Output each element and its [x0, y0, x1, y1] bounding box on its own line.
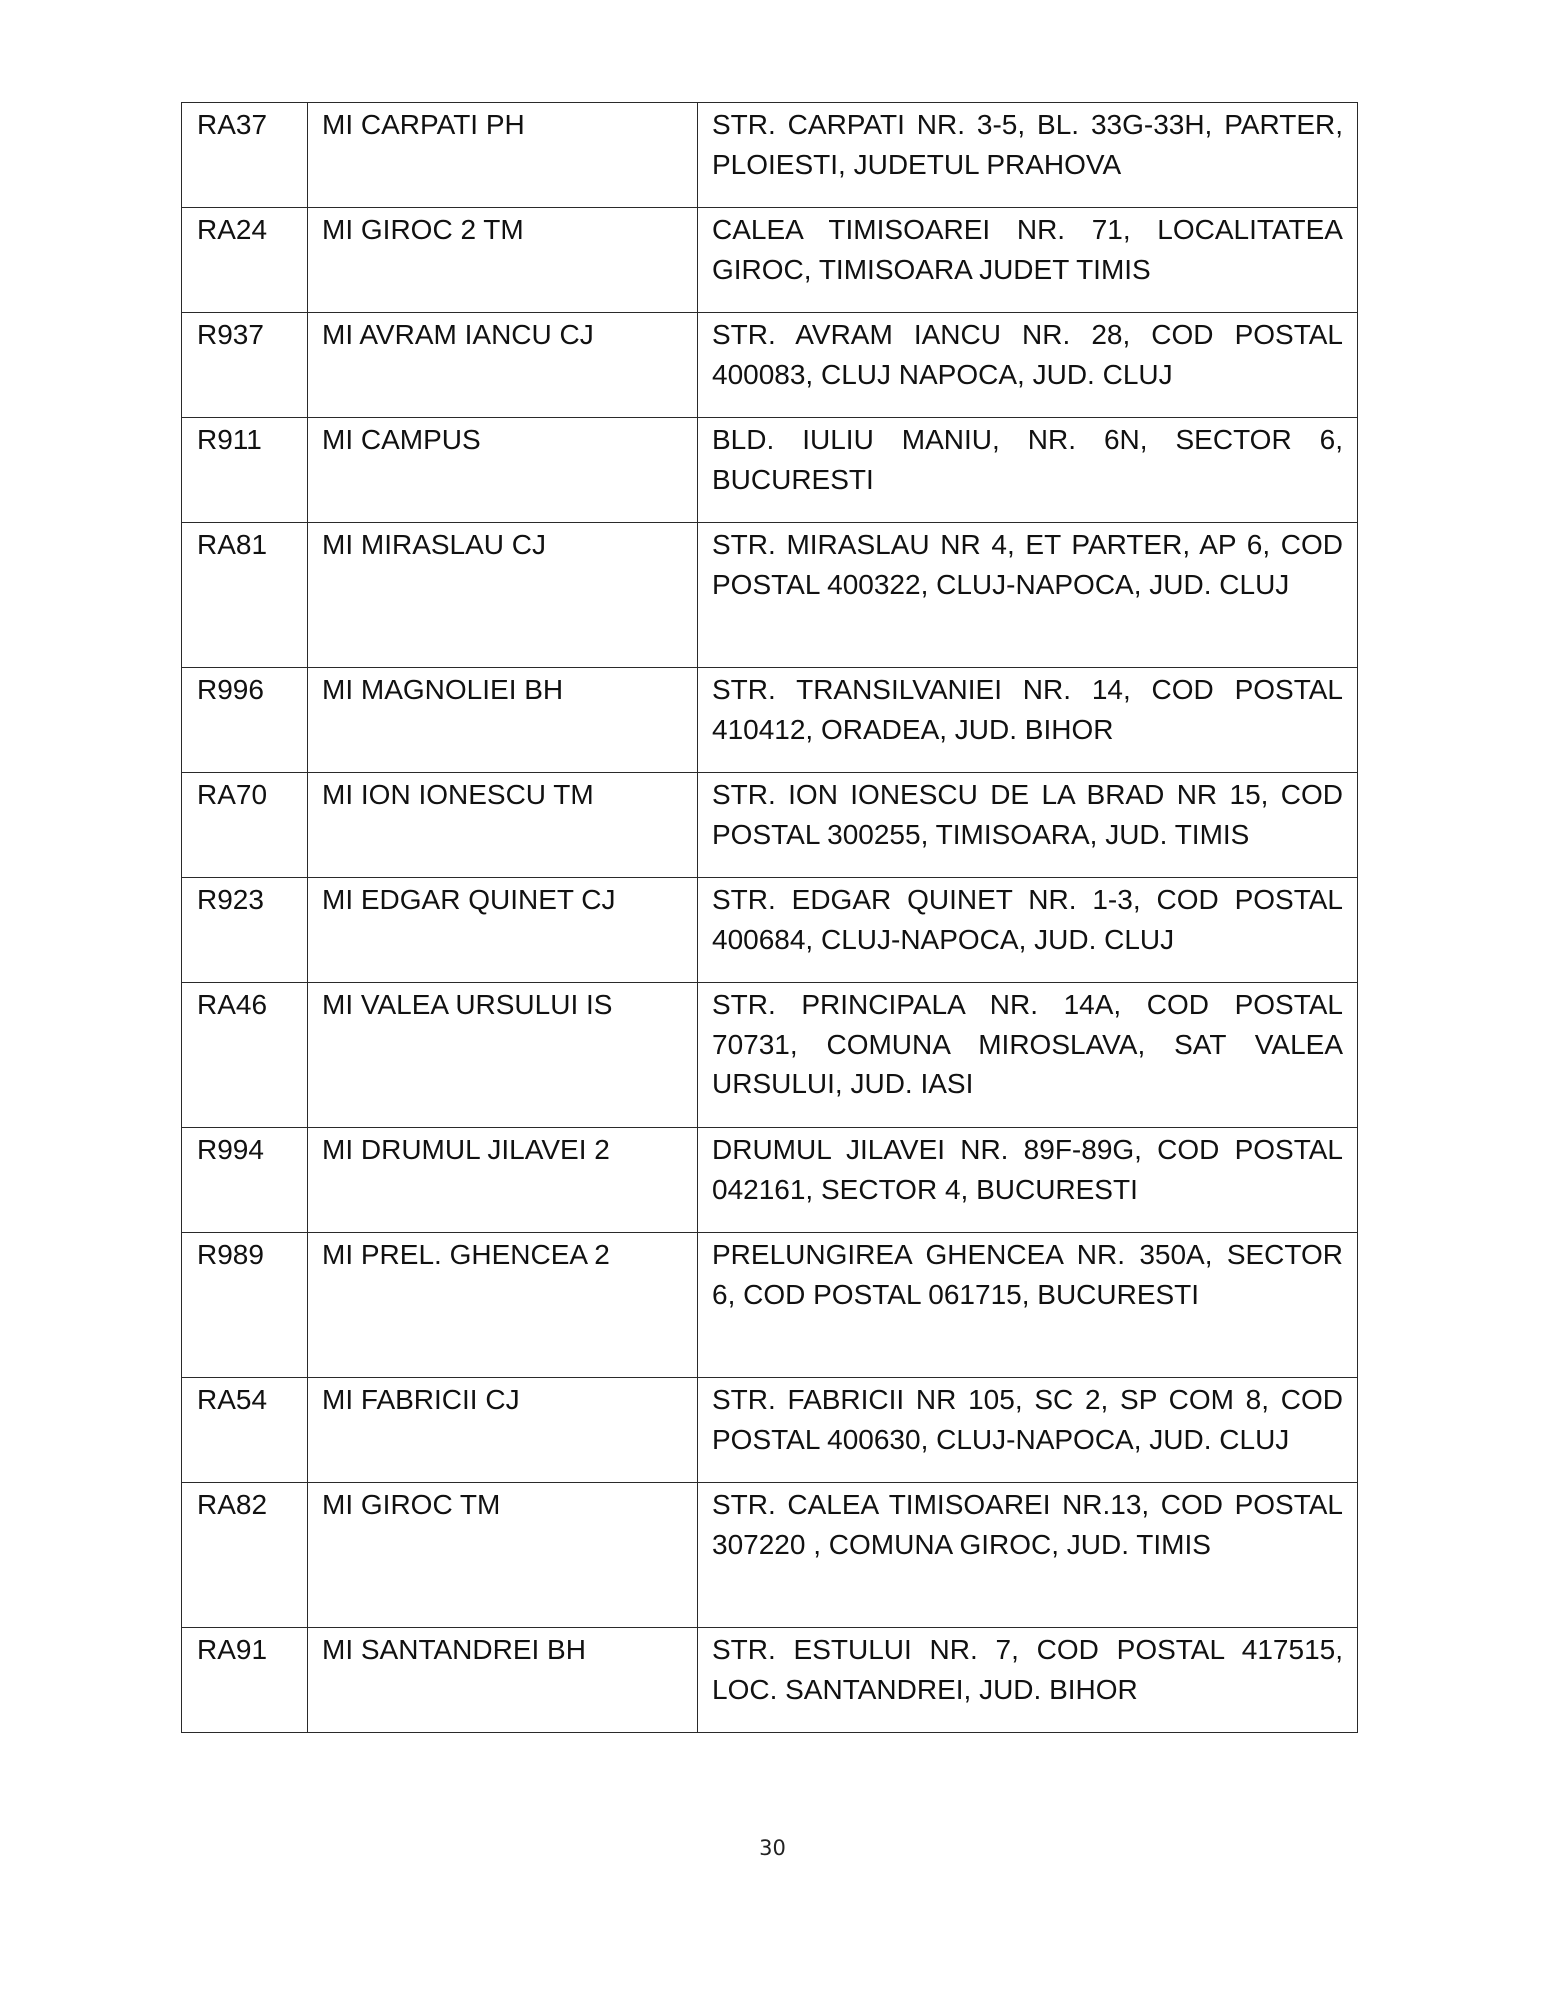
row-code-cell: R994	[182, 1128, 308, 1233]
row-name-cell: MI MIRASLAU CJ	[308, 523, 698, 668]
table-row	[182, 313, 1358, 418]
row-address-cell: STR. ION IONESCU DE LA BRAD NR 15, COD POSTAL 300255, TIMISOARA, JUD. TIMIS	[698, 773, 1358, 878]
row-address-cell: STR. ESTULUI NR. 7, COD POSTAL 417515, LOC. SANTANDREI, JUD. BIHOR	[698, 1628, 1358, 1733]
row-name-cell: MI VALEA URSULUI IS	[308, 983, 698, 1128]
row-address-cell: STR. AVRAM IANCU NR. 28, COD POSTAL 400083, CLUJ NAPOCA, JUD. CLUJ	[698, 313, 1358, 418]
row-code-cell: RA54	[182, 1378, 308, 1483]
table-row	[182, 983, 1358, 1128]
row-name-cell: MI AVRAM IANCU CJ	[308, 313, 698, 418]
row-name-cell: MI CAMPUS	[308, 418, 698, 523]
row-code-cell: RA46	[182, 983, 308, 1128]
row-code-cell: R911	[182, 418, 308, 523]
table-row	[182, 523, 1358, 668]
row-address-cell: STR. PRINCIPALA NR. 14A, COD POSTAL 70731, COMUNA MIROSLAVA, SAT VALEA URSULUI, JUD. IASI	[698, 983, 1358, 1128]
table-row	[182, 1483, 1358, 1628]
row-name-cell: MI SANTANDREI BH	[308, 1628, 698, 1733]
row-name-cell: MI FABRICII CJ	[308, 1378, 698, 1483]
row-name-cell: MI DRUMUL JILAVEI 2	[308, 1128, 698, 1233]
row-address-cell: PRELUNGIREA GHENCEA NR. 350A, SECTOR 6, COD POSTAL 061715, BUCURESTI	[698, 1233, 1358, 1378]
table-row	[182, 1233, 1358, 1378]
row-code-cell: RA82	[182, 1483, 308, 1628]
row-code-cell: RA24	[182, 208, 308, 313]
row-name-cell: MI PREL. GHENCEA 2	[308, 1233, 698, 1378]
row-address-cell: DRUMUL JILAVEI NR. 89F-89G, COD POSTAL 042161, SECTOR 4, BUCURESTI	[698, 1128, 1358, 1233]
row-address-cell: CALEA TIMISOAREI NR. 71, LOCALITATEA GIROC, TIMISOARA JUDET TIMIS	[698, 208, 1358, 313]
row-code-cell: R996	[182, 668, 308, 773]
row-name-cell: MI ION IONESCU TM	[308, 773, 698, 878]
row-name-cell: MI MAGNOLIEI BH	[308, 668, 698, 773]
locations-table	[181, 102, 1358, 1733]
row-address-cell: BLD. IULIU MANIU, NR. 6N, SECTOR 6, BUCURESTI	[698, 418, 1358, 523]
row-address-cell: STR. FABRICII NR 105, SC 2, SP COM 8, COD POSTAL 400630, CLUJ-NAPOCA, JUD. CLUJ	[698, 1378, 1358, 1483]
row-code-cell: RA81	[182, 523, 308, 668]
table-row	[182, 1378, 1358, 1483]
row-code-cell: R989	[182, 1233, 308, 1378]
table-row	[182, 103, 1358, 208]
table-row	[182, 1128, 1358, 1233]
row-name-cell: MI CARPATI PH	[308, 103, 698, 208]
row-address-cell: STR. EDGAR QUINET NR. 1-3, COD POSTAL 400684, CLUJ-NAPOCA, JUD. CLUJ	[698, 878, 1358, 983]
row-code-cell: RA37	[182, 103, 308, 208]
table-row	[182, 668, 1358, 773]
table-row	[182, 773, 1358, 878]
row-address-cell: STR. CARPATI NR. 3-5, BL. 33G-33H, PARTER, PLOIESTI, JUDETUL PRAHOVA	[698, 103, 1358, 208]
row-name-cell: MI EDGAR QUINET CJ	[308, 878, 698, 983]
row-address-cell: STR. CALEA TIMISOAREI NR.13, COD POSTAL 307220 , COMUNA GIROC, JUD. TIMIS	[698, 1483, 1358, 1628]
row-name-cell: MI GIROC 2 TM	[308, 208, 698, 313]
row-code-cell: R937	[182, 313, 308, 418]
row-code-cell: RA91	[182, 1628, 308, 1733]
row-code-cell: RA70	[182, 773, 308, 878]
row-address-cell: STR. TRANSILVANIEI NR. 14, COD POSTAL 410412, ORADEA, JUD. BIHOR	[698, 668, 1358, 773]
table-row	[182, 208, 1358, 313]
row-address-cell: STR. MIRASLAU NR 4, ET PARTER, AP 6, COD POSTAL 400322, CLUJ-NAPOCA, JUD. CLUJ	[698, 523, 1358, 668]
table-row	[182, 878, 1358, 983]
table-row	[182, 1628, 1358, 1733]
table-row	[182, 418, 1358, 523]
page-number: 30	[759, 1836, 786, 1860]
row-name-cell: MI GIROC TM	[308, 1483, 698, 1628]
row-code-cell: R923	[182, 878, 308, 983]
